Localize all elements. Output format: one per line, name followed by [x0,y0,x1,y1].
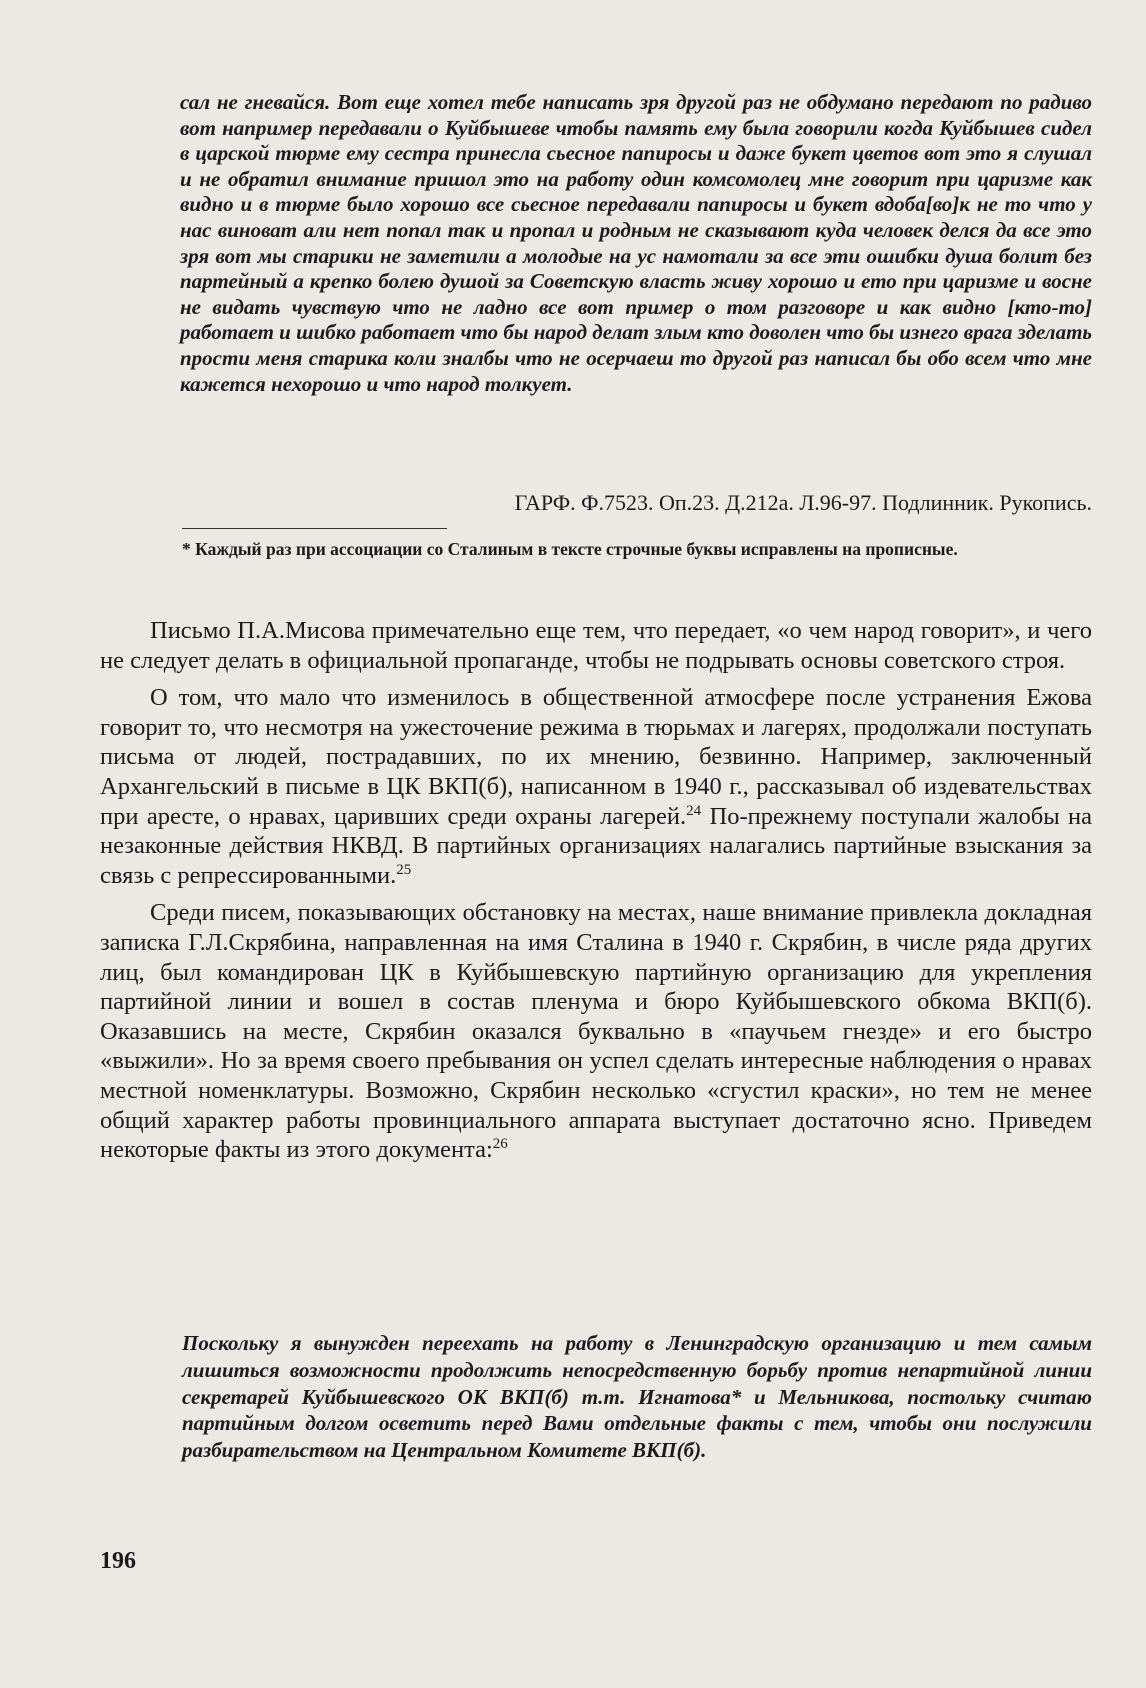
paragraph-2-text-a: О том, что мало что изменилось в общественной атмосфере после устранения Ежова говорит то, что несмотря на ужесточение режима в тюрьмах и лагерях, продолжали поступать письма от людей, пострадавших, по их мнению, безвинно. Например, заключенный Архангельский в письме в ЦК ВКП(б), написанном в 1940 г., рассказывал об издевательствах при аресте, о нравах, царивших среди охраны лагерей. [100,684,1092,830]
page-number: 196 [100,1548,136,1574]
archive-source: ГАРФ. Ф.7523. Оп.23. Д.212а. Л.96-97. Подлинник. Рукопись. [514,490,1092,515]
footnote-ref-26: 26 [492,1135,508,1152]
letter-quote-text: сал не гневайся. Вот еще хотел тебе написать зря другой раз не обдумано передают по радиво вот например передавали о Куйбышеве чтобы память ему была говорили когда Куйбышев сидел в царской тюрме ему сестра принесла сьесное папиросы и даже букет цветов вот это я слушал и не обратил внимание пришол это на работу один комсомолец мне говорит при царизме как видно и в тюрме было хорошо все сьесное передавали папиросы и букет вдоба[во]к не то что у нас виноват али нет попал так и пропал и родным не сказывают куда человек делся да все это зря вот мы старики не заметили а молодые на ус намотали за все эти ошибки душа болит без партейный а крепко болею душой за Советскую власть живу хорошо и ето при царизме и восне не видать чувствую что не ладно все вот пример о том разговоре и как видно [кто-то] работает и шибко работает что бы народ делат злым кто доволен что бы изнего врага зделать прости меня старика коли зналбы что не осерчаеш то другой раз написал бы обо всем что мне кажется нехорошо и что народ толкует. [180,90,1092,396]
paragraph-2-text-b: По-прежнему поступали жалобы на незаконные действия НКВД. В партийных организациях налагались партийные взыскания за связь с репрессированными. [100,802,1092,889]
paragraph-3-text: Среди писем, показывающих обстановку на местах, наше внимание привлекла докладная записка Г.Л.Скрябина, направленная на имя Сталина в 1940 г. Скрябин, в числе ряда других лиц, был командирован ЦК в Куйбышевскую партийную организацию для укрепления партийной линии и вошел в состав пленума и бюро Куйбышевского обкома ВКП(б). Оказавшись на месте, Скрябин оказался буквально в «паучьем гнезде» и его быстро «выжили». Но за время своего пребывания он успел сделать интересные наблюдения о нравах местной номенклатуры. Возможно, Скрябин несколько «сгустил краски», но тем не менее общий характер работы провинциального аппарата выступает достаточно ясно. Приведем некоторые факты из этого документа: [100,899,1092,1164]
footnote-ref-25: 25 [396,861,412,878]
main-text [100,616,1092,1173]
footnote-ref-24: 24 [686,802,702,819]
paragraph-3 [100,898,1092,1164]
letter-quote [180,90,1092,397]
paragraph-2 [100,683,1092,890]
footnote: * Каждый раз при ассоциации со Сталиным в тексте строчные буквы исправлены на прописные. [182,539,958,559]
memo-quote [182,1330,1092,1464]
footnote-divider [182,528,447,529]
paragraph-1: Письмо П.А.Мисова примечательно еще тем, что передает, «о чем народ говорит», и чего не следует делать в официальной пропаганде, чтобы не подрывать основы советского строя. [100,617,1092,674]
memo-quote-text: Поскольку я вынужден переехать на работу в Ленинградскую организацию и тем самым лишиться возможности продолжить непосредственную борьбу против непартийной линии секретарей Куйбышевского ОК ВКП(б) т.т. Игнатова* и Мельникова, постольку считаю партийным долгом осветить перед Вами отдельные факты с тем, чтобы они послужили разбирательством на Центральном Комитете ВКП(б). [182,1331,1092,1463]
